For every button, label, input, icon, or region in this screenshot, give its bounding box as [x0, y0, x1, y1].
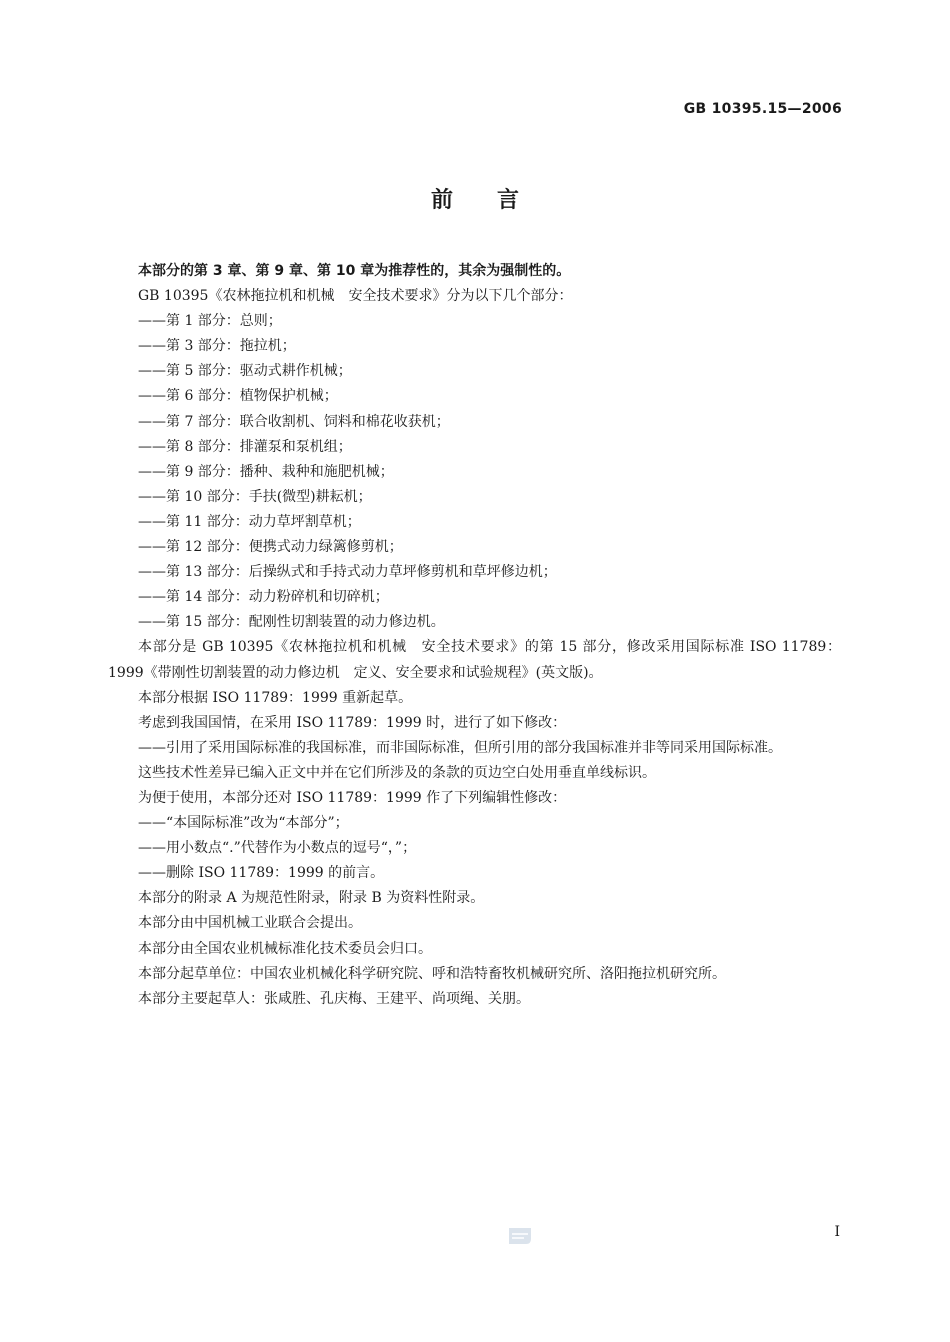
- paragraph: ——第 10 部分：手扶(微型)耕耘机；: [138, 488, 372, 505]
- document-code: GB 10395.15—2006: [683, 101, 842, 117]
- page-title: 前言: [430, 188, 563, 213]
- paragraph: 本部分由中国机械工业联合会提出。: [138, 915, 362, 932]
- paragraph: ——第 8 部分：排灌泵和泵机组；: [138, 438, 352, 455]
- paragraph: ——第 3 部分：拖拉机；: [138, 338, 296, 355]
- paragraph: 考虑到我国国情，在采用 ISO 11789：1999 时，进行了如下修改：: [138, 714, 567, 731]
- page-number: I: [834, 1224, 840, 1240]
- paragraph: 本部分是 GB 10395《农林拖拉机和机械 安全技术要求》的第 15 部分，修改采用国际标准 ISO 11789：1999《带刚性切割装置的动力修边机 定义、安全要求和试验规程》(英文版)。: [108, 639, 841, 681]
- paragraph: GB 10395《农林拖拉机和机械 安全技术要求》分为以下几个部分：: [138, 288, 573, 305]
- paragraph: 为便于使用，本部分还对 ISO 11789：1999 作了下列编辑性修改：: [138, 789, 567, 806]
- paragraph: 本部分起草单位：中国农业机械化科学研究院、呼和浩特畜牧机械研究所、洛阳拖拉机研究所。: [138, 965, 726, 982]
- paragraph: ——第 13 部分：后操纵式和手持式动力草坪修剪机和草坪修边机；: [138, 564, 557, 581]
- paragraph: ——第 11 部分：动力草坪割草机；: [138, 513, 361, 530]
- paragraph: ——第 6 部分：植物保护机械；: [138, 388, 338, 405]
- document-body: [108, 259, 841, 1012]
- paragraph: ——用小数点“.”代替作为小数点的逗号“，”；: [138, 840, 417, 857]
- paragraph: ——第 7 部分：联合收割机、饲料和棉花收获机；: [138, 413, 450, 430]
- paragraph: ——删除 ISO 11789：1999 的前言。: [138, 865, 385, 882]
- paragraph: 本部分主要起草人：张咸胜、孔庆梅、王建平、尚项绳、关朋。: [138, 990, 530, 1007]
- paragraph: ——第 12 部分：便携式动力绿篱修剪机；: [138, 539, 403, 556]
- paragraph: ——第 15 部分：配刚性切割装置的动力修边机。: [138, 614, 445, 631]
- paragraph: 这些技术性差异已编入正文中并在它们所涉及的条款的页边空白处用垂直单线标识。: [138, 764, 656, 781]
- paragraph: ——第 14 部分：动力粉碎机和切碎机；: [138, 589, 389, 606]
- sac-logo-icon: [507, 1226, 533, 1246]
- paragraph: 本部分根据 ISO 11789：1999 重新起草。: [138, 689, 413, 706]
- paragraph: 本部分由全国农业机械标准化技术委员会归口。: [138, 940, 432, 957]
- paragraph: 本部分的第 3 章、第 9 章、第 10 章为推荐性的，其余为强制性的。: [138, 263, 571, 279]
- paragraph: ——引用了采用国际标准的我国标准，而非国际标准，但所引用的部分我国标准并非等同采用国际标准。: [138, 739, 782, 756]
- paragraph: 本部分的附录 A 为规范性附录，附录 B 为资料性附录。: [138, 890, 485, 907]
- paragraph: ——第 1 部分：总则；: [138, 313, 282, 330]
- paragraph: ——第 9 部分：播种、栽种和施肥机械；: [138, 463, 394, 480]
- paragraph: ——第 5 部分：驱动式耕作机械；: [138, 363, 352, 380]
- paragraph: ——“本国际标准”改为“本部分”；: [138, 815, 349, 832]
